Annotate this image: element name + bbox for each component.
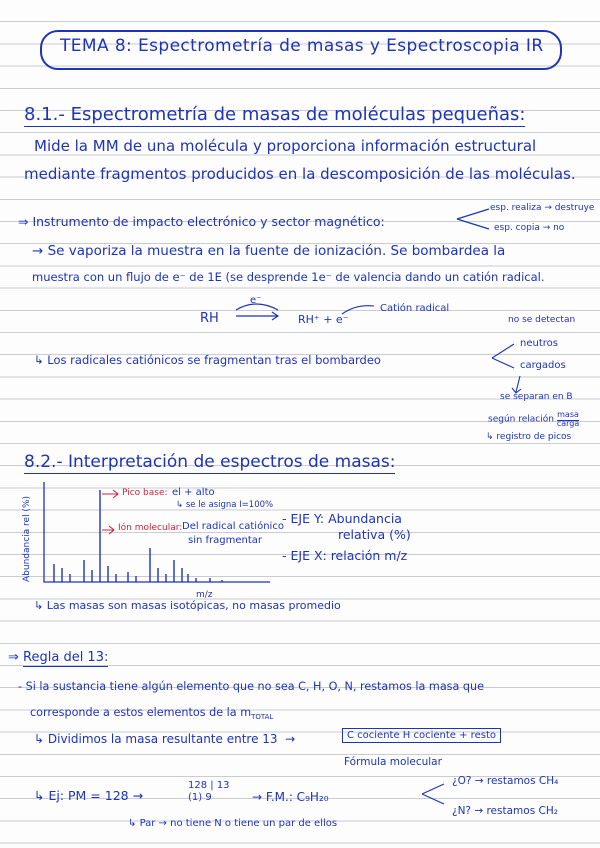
- example-line: ↳ Ej: PM = 128 →: [34, 788, 144, 803]
- fragment-text: Los radicales catiónicos se fragmentan tras el bombardeo: [47, 353, 381, 367]
- y-axis-meaning-2: relativa (%): [338, 527, 411, 542]
- total-subscript: TOTAL: [251, 713, 274, 722]
- parity-line: ↳ Par → no tiene N o tiene un par de ellos: [128, 818, 338, 829]
- rule-line-1: - Si la sustancia tiene algún elemento que no sea C, H, O, N, restamos la masa que: [18, 680, 484, 693]
- rule-title: Regla del 13:: [23, 650, 109, 665]
- section-heading-8-1: 8.1.- Espectrometría de masas de moléculas pequeñas:: [24, 104, 526, 125]
- instrument-line: ⇒ Instrumento de impacto electrónico y sector magnético:: [18, 214, 385, 229]
- radical-cation-product: RH⁺ + e⁻: [298, 313, 349, 326]
- electron-label: e⁻: [250, 295, 262, 306]
- base-peak-text: el + alto: [172, 487, 215, 498]
- formula-result: → F.M.: C₉H₂₀: [252, 790, 329, 804]
- definition-line-2: mediante fragmentos producidos en la descomposición de las moléculas.: [24, 165, 576, 183]
- nitrogen-question: ¿N? → restamos CH₂: [452, 805, 558, 817]
- base-peak-label: Pico base:: [122, 488, 168, 498]
- isotopic-text: Las masas son masas isotópicas, no masas promedio: [46, 599, 341, 612]
- section-heading-8-2: 8.2.- Interpretación de espectros de masas:: [24, 452, 396, 472]
- separation-line-2: [488, 410, 579, 428]
- formula-box: C cociente H cociente + resto: [342, 728, 501, 743]
- rule-line-2: [30, 706, 273, 721]
- parity-text: Par → no tiene N o tiene un par de ellos: [139, 818, 338, 829]
- cation-label: Catión radical: [380, 303, 450, 314]
- mass-charge-fraction: [557, 410, 579, 428]
- rh-label: RH: [200, 311, 219, 326]
- divide-text: Dividimos la masa resultante entre 13: [47, 732, 278, 746]
- division-sketch: [188, 780, 230, 804]
- rule-of-13-heading: ⇒ Regla del 13:: [8, 650, 109, 665]
- page-title: TEMA 8: Espectrometría de masas y Espectroscopia IR: [60, 36, 544, 56]
- peak-registry-text: registro de picos: [496, 432, 572, 442]
- vaporize-line-2: muestra con un flujo de e⁻ de 1E (se desprende 1e⁻ de valencia dando un catión radical.: [32, 270, 545, 284]
- branch-arrows: [455, 205, 495, 235]
- x-axis-meaning: - EJE X: relación m/z: [282, 548, 408, 563]
- not-detected-note: no se detectan: [508, 315, 576, 325]
- instrument-option-a: esp. realiza → destruye: [490, 203, 595, 213]
- x-axis-label: m/z: [196, 590, 213, 600]
- isotopic-note: ↳ Las masas son masas isotópicas, no masas promedio: [34, 599, 341, 612]
- divide-line: ↳ Dividimos la masa resultante entre 13 →: [34, 732, 296, 746]
- molecular-ion-label: Ión molecular:: [118, 523, 183, 533]
- oxygen-question: ¿O? → restamos CH₄: [452, 775, 559, 787]
- base-peak-text-2: ↳ se le asigna I=100%: [176, 500, 274, 510]
- vaporize-line-1: → Se vaporiza la muestra en la fuente de ionización. Se bombardea la: [32, 243, 506, 259]
- molecular-ion-text: Del radical catiónico: [182, 521, 284, 532]
- fraction-top: masa: [557, 410, 579, 419]
- fragment-line: ↳ Los radicales catiónicos se fragmentan tras el bombardeo: [34, 353, 381, 367]
- separation-text: según relación: [488, 414, 554, 425]
- division-top: 128 | 13: [188, 780, 230, 791]
- fragment-branch-arrows: [490, 338, 520, 378]
- separation-line-1: se separan en B: [500, 392, 573, 402]
- cation-pointer: [340, 300, 380, 320]
- charged-fragments: cargados: [520, 360, 566, 371]
- question-arrows: [420, 780, 450, 810]
- definition-line-1: Mide la MM de una molécula y proporciona información estructural: [34, 137, 537, 155]
- instrument-text: Instrumento de impacto electrónico y sector magnético:: [32, 214, 385, 229]
- y-axis-meaning: - EJE Y: Abundancia: [282, 511, 402, 526]
- reaction-arrow: [234, 302, 284, 322]
- instrument-option-b: esp. copia → no: [494, 223, 565, 233]
- example-pm: Ej: PM = 128: [48, 788, 129, 803]
- neutral-fragments: neutros: [520, 338, 558, 349]
- base-peak-assign: se le asigna I=100%: [185, 500, 274, 510]
- separation-line-3: ↳ registro de picos: [486, 432, 572, 442]
- fraction-bottom: carga: [556, 419, 580, 428]
- y-axis-label: Abundancia rel (%): [22, 495, 32, 582]
- rule-line-2-text: corresponde a estos elementos de la m: [30, 706, 252, 719]
- division-bottom: (1) 9: [188, 792, 212, 803]
- molecular-formula-label: Fórmula molecular: [344, 756, 442, 768]
- molecular-ion-text-2: sin fragmentar: [188, 535, 263, 546]
